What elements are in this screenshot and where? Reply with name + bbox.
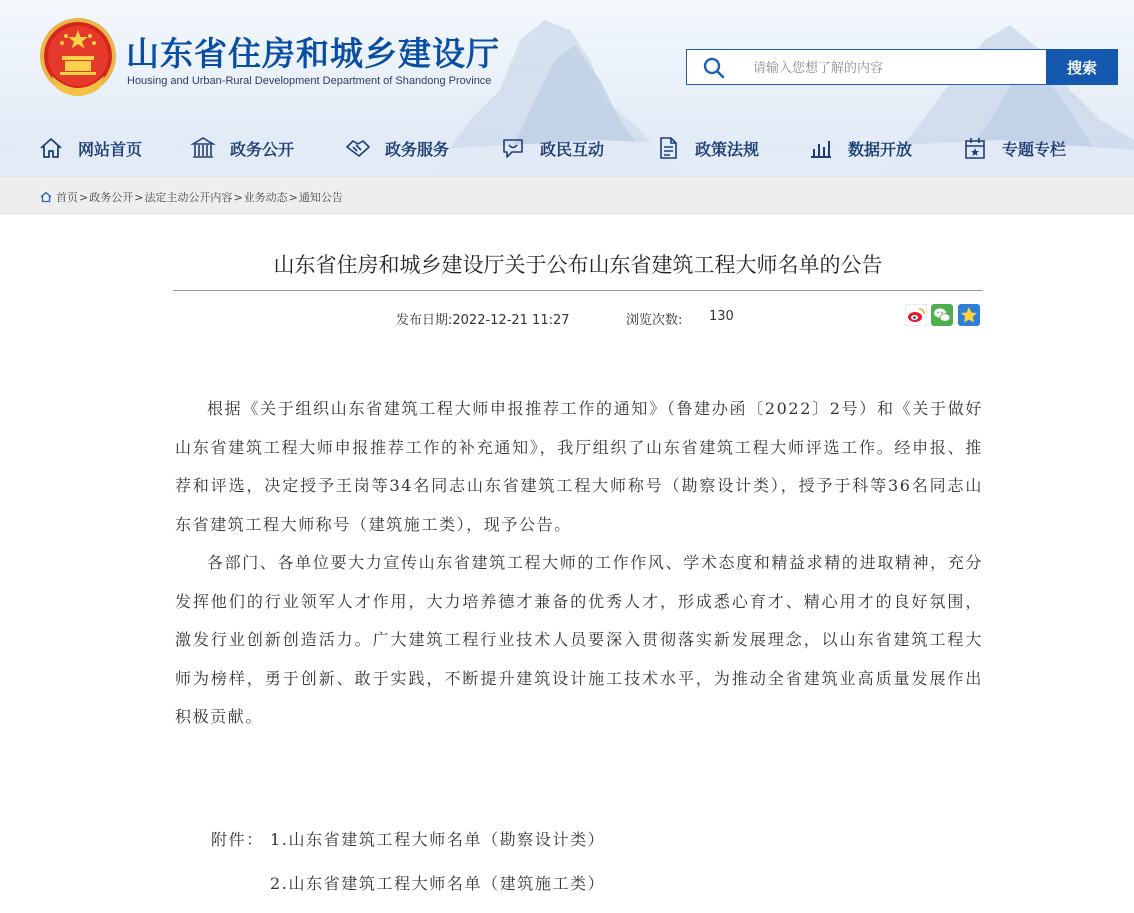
article-body	[175, 390, 983, 737]
breadcrumb-separator: >	[233, 190, 243, 204]
nav-item-special-topics[interactable]	[962, 128, 1066, 168]
nav-label: 政务服务	[385, 139, 450, 159]
views-count: 130	[709, 309, 734, 324]
nav-label: 数据开放	[848, 139, 913, 159]
breadcrumb-business-news[interactable]: 业务动态	[243, 191, 288, 204]
nav-label: 政务公开	[230, 139, 295, 159]
search-icon	[703, 57, 725, 79]
chart-icon	[808, 135, 834, 161]
weibo-icon[interactable]	[905, 304, 927, 326]
nav-item-open-data[interactable]	[808, 128, 912, 168]
site-subtitle: Housing and Urban-Rural Development Department of Shandong Province	[127, 75, 492, 87]
breadcrumb-separator: >	[79, 190, 89, 204]
publish-date: 发布日期:2022-12-21 11:27	[396, 313, 570, 328]
nav-item-interaction[interactable]	[500, 128, 604, 168]
wechat-icon[interactable]	[931, 304, 953, 326]
views-label: 浏览次数:	[626, 313, 683, 328]
nav-item-gov-services[interactable]	[345, 128, 449, 168]
site-title[interactable]: 山东省住房和城乡建设厅	[126, 34, 500, 73]
search-button[interactable]: 搜索	[1046, 49, 1118, 85]
breadcrumb	[40, 189, 343, 205]
search-input[interactable]	[751, 55, 1035, 81]
breadcrumb-separator: >	[134, 190, 144, 204]
title-divider	[173, 290, 983, 291]
favorite-icon[interactable]	[958, 304, 980, 326]
chat-icon	[500, 135, 526, 161]
nav-item-home[interactable]	[38, 128, 142, 168]
national-emblem-logo	[38, 16, 118, 102]
breadcrumb-separator: >	[288, 190, 298, 204]
nav-label: 网站首页	[78, 139, 143, 159]
nav-item-policies[interactable]	[655, 128, 759, 168]
attachment-link[interactable]: 2.山东省建筑工程大师名单（建筑施工类）	[270, 874, 606, 893]
site-header	[0, 0, 1134, 176]
breadcrumb-statutory-content[interactable]: 法定主动公开内容	[144, 191, 233, 204]
attachment-label: 附件：	[211, 830, 264, 849]
home-icon	[38, 135, 64, 161]
nav-label: 政民互动	[540, 139, 605, 159]
calendar-icon	[962, 135, 988, 161]
document-icon	[655, 135, 681, 161]
article-title: 山东省住房和城乡建设厅关于公布山东省建筑工程大师名单的公告	[273, 253, 883, 277]
breadcrumb-notices[interactable]: 通知公告	[298, 191, 343, 204]
nav-item-gov-affairs-open[interactable]	[190, 128, 294, 168]
search-box	[686, 49, 1118, 85]
handshake-icon	[345, 135, 371, 161]
attachment-link[interactable]: 1.山东省建筑工程大师名单（勘察设计类）	[270, 830, 606, 849]
main-nav	[0, 128, 1134, 168]
article-paragraph: 根据《关于组织山东省建筑工程大师申报推荐工作的通知》（鲁建办函〔2022〕2号）和《关于做好山东省建筑工程大师申报推荐工作的补充通知》，我厅组织了山东省建筑工程大师评选工作。经申报、推荐和评选，决定授予王岗等34名同志山东省建筑工程大师称号（勘察设计类），授予于科等36名同志山东省建筑工程大师称号（建筑施工类），现予公告。	[175, 399, 983, 534]
nav-label: 政策法规	[695, 139, 760, 159]
nav-label: 专题专栏	[1002, 139, 1067, 159]
article-paragraph: 各部门、各单位要大力宣传山东省建筑工程大师的工作作风、学术态度和精益求精的进取精神，充分发挥他们的行业领军人才作用，大力培养德才兼备的优秀人才，形成悉心育才、精心用才的良好氛围，激发行业创新创造活力。广大建筑工程行业技术人员要深入贯彻落实新发展理念，以山东省建筑工程大师为榜样，勇于创新、敢于实践，不断提升建筑设计施工技术水平，为推动全省建筑业高质量发展作出积极贡献。	[175, 553, 983, 726]
breadcrumb-bar	[0, 176, 1134, 215]
home-icon	[40, 191, 52, 203]
breadcrumb-gov-affairs-open[interactable]: 政务公开	[89, 191, 134, 204]
breadcrumb-home[interactable]: 首页	[56, 191, 78, 204]
building-icon	[190, 135, 216, 161]
